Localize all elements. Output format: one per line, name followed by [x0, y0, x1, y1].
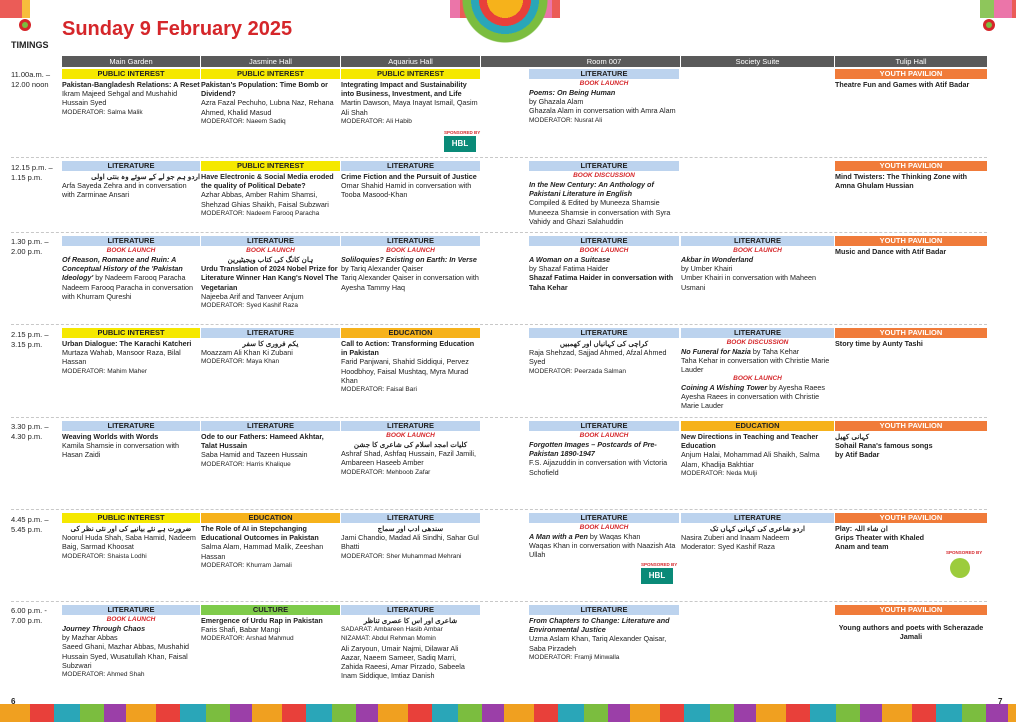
session-moderator: MODERATOR: Khurram Jamali — [201, 561, 292, 569]
category-tag: LITERATURE — [201, 421, 340, 431]
row-divider — [11, 509, 987, 510]
session-cell — [835, 328, 987, 416]
row-divider — [11, 417, 987, 418]
session-moderator: MODERATOR: Arshad Mahmud — [201, 635, 294, 643]
session-cell — [62, 513, 200, 601]
category-tag: LITERATURE — [341, 513, 480, 523]
session-speakers: Taha Kehar in conversation with Christie Marie Lauder — [681, 356, 830, 375]
category-tag: PUBLIC INTEREST — [62, 69, 200, 79]
session-cell — [201, 161, 340, 231]
category-tag: LITERATURE — [529, 236, 679, 246]
session-speakers: Najeeba Arif and Tanveer Anjum — [201, 291, 304, 301]
goethe-institut-logo — [950, 558, 970, 578]
row-divider — [11, 601, 987, 602]
category-tag: LITERATURE — [201, 328, 340, 338]
session-title: Young authors and poets with Scherazade Jamali — [838, 623, 984, 642]
session-moderator: MODERATOR: Sher Muhammad Mehrani — [341, 552, 462, 560]
category-tag: LITERATURE — [681, 236, 834, 246]
book-launch-label: BOOK LAUNCH — [733, 247, 782, 254]
session-author: by Shazaf Fatima Haider — [529, 264, 609, 274]
session-cell — [201, 513, 340, 601]
session-cell — [341, 605, 480, 693]
session-author: by Mazhar Abbas — [62, 633, 118, 643]
session-moderator: MODERATOR: Syed Kashif Raza — [201, 302, 298, 310]
venue-header: Room 007 — [529, 56, 679, 67]
session-moderator: MODERATOR: Maya Khan — [201, 358, 280, 366]
row-divider — [11, 232, 987, 233]
session-speakers: Saba Hamid and Tazeen Hussain — [201, 450, 308, 460]
session-cell — [681, 328, 834, 416]
session-cell — [201, 328, 340, 416]
session-moderator: MODERATOR: Salma Malik — [62, 108, 143, 116]
session-cell — [529, 605, 679, 693]
session-title: Integrating Impact and Sustainability into Business, Investment, and Life — [341, 80, 467, 99]
session-moderator: MODERATOR: Peerzada Salman — [529, 367, 626, 375]
session-title-urdu: یکم فروری کا سفر — [242, 339, 299, 348]
session-moderator: MODERATOR: Ahmed Shah — [62, 671, 145, 679]
category-tag: YOUTH PAVILION — [835, 161, 987, 171]
session-title: A Man with a Pen by Waqas Khan — [529, 532, 641, 541]
book-launch-label: BOOK LAUNCH — [579, 80, 629, 87]
session-cell — [681, 236, 834, 324]
session-cell — [681, 421, 834, 509]
session-speakers: Omar Shahid Hamid in conversation with Tooba Masood-Khan — [341, 181, 472, 200]
session-cell — [62, 161, 200, 231]
session-speakers: Waqas Khan in conversation with Naazish Ata Ullah — [529, 541, 676, 560]
session-title-urdu: ہان کانگ کی کتاب ویجیٹیرین — [227, 255, 314, 264]
session-title-urdu: اردو شاعری کی کہانی کہاں تک — [710, 524, 805, 533]
session-title-urdu: اردو ہم جو لے کے سوئے وہ بنتی اولی — [91, 172, 200, 181]
hbl-logo: HBL — [641, 568, 673, 584]
category-tag: LITERATURE — [681, 328, 834, 338]
session-cell — [201, 605, 340, 693]
session-title-urdu: کراچی کی کہانیاں اور کھمبیں — [559, 339, 649, 348]
sponsor-label: SPONSORED BY — [641, 562, 678, 567]
session-title: Ode to our Fathers: Hameed Akhtar, Talat Hussain — [201, 432, 324, 451]
decorative-bottom-border — [0, 704, 1016, 722]
session-cell — [835, 605, 987, 693]
category-tag: YOUTH PAVILION — [835, 513, 987, 523]
session-speakers: Jami Chandio, Madad Ali Sindhi, Sahar Gul Bhatti — [341, 533, 479, 552]
session-speakers: Murtaza Wahab, Mansoor Raza, Bilal Hassan — [62, 348, 181, 367]
session-moderator: MODERATOR: Naeem Sadiq — [201, 117, 286, 125]
session-moderator: MODERATOR: Framji Minwalla — [529, 653, 620, 661]
session-moderator: MODERATOR: Mehboob Zafar — [341, 468, 431, 476]
session-moderator: MODERATOR: Mahim Maher — [62, 367, 147, 375]
session-speakers: Ali Zaryoun, Umair Najmi, Dilawar Ali Aazar, Naeem Sameer, Sadiq Marri, Zahida Raeesi, Amar Pirzado, Sabeela Inam Siddique, Imtiaz Danish — [341, 643, 465, 681]
session-cell — [341, 513, 480, 601]
category-tag: LITERATURE — [201, 236, 340, 246]
book-launch-label: BOOK LAUNCH — [246, 247, 295, 254]
session-cell — [529, 328, 679, 416]
time-slot: 2.15 p.m. – 3.15 p.m. — [11, 330, 49, 349]
sponsor-label: SPONSORED BY — [946, 550, 983, 555]
session-moderator: MODERATOR: Shaista Lodhi — [62, 552, 147, 560]
session-author: by Tariq Alexander Qaiser — [341, 264, 424, 274]
session-cell — [341, 161, 480, 231]
category-tag: CULTURE — [201, 605, 340, 615]
session-title-urdu: کہانی کھیل — [835, 432, 870, 441]
category-tag: LITERATURE — [529, 69, 679, 79]
category-tag: LITERATURE — [62, 236, 200, 246]
time-slot: 4.45 p.m. – 5.45 p.m. — [11, 515, 49, 534]
session-speakers: Raja Shehzad, Sajjad Ahmed, Afzal Ahmed Syed — [529, 348, 667, 367]
session-cell — [529, 161, 679, 231]
category-tag: YOUTH PAVILION — [835, 605, 987, 615]
session-speakers: Uzma Aslam Khan, Tariq Alexander Qaisar, Saba Pirzadeh — [529, 634, 667, 653]
category-tag: LITERATURE — [62, 605, 200, 615]
session-title: Of Reason, Romance and Ruin: A Conceptual History of the 'Pakistan Ideology' by Nadeem Farooq Paracha — [62, 255, 186, 283]
category-tag: LITERATURE — [529, 161, 679, 171]
session-speakers: F.S. Aijazuddin in conversation with Victoria Schofield — [529, 458, 668, 477]
category-tag: EDUCATION — [201, 513, 340, 523]
session-title: Have Electronic & Social Media eroded the quality of Political Debate? — [201, 172, 334, 191]
session-speakers: Arfa Sayeda Zehra and in conversation with Zarminae Ansari — [62, 181, 187, 200]
session-speakers: Umber Khairi in conversation with Maheen Usmani — [681, 273, 817, 292]
session-title: Poems: On Being Human — [529, 88, 616, 97]
category-tag: LITERATURE — [529, 421, 679, 431]
session-moderator: MODERATOR: Ali Habib — [341, 117, 412, 125]
category-tag: LITERATURE — [341, 161, 480, 171]
session-cell — [529, 513, 679, 601]
decorative-ornament — [450, 0, 560, 45]
category-tag: LITERATURE — [529, 328, 679, 338]
book-launch-label: BOOK LAUNCH — [106, 616, 156, 623]
session-title-urdu: کلیات امجد اسلام کی شاعری کا جشن — [353, 440, 468, 449]
session-speakers: Farid Panjwani, Shahid Siddiqui, Pervez Hoodbhoy, Faisal Mushtaq, Myra Murad Khan — [341, 357, 469, 385]
session-cell — [835, 161, 987, 231]
book-launch-label: BOOK LAUNCH — [386, 432, 435, 439]
venue-header: Society Suite — [681, 56, 834, 67]
session-cell — [201, 236, 340, 324]
session-moderator: MODERATOR: Faisal Bari — [341, 386, 417, 394]
category-tag: YOUTH PAVILION — [835, 69, 987, 79]
session-speakers: Shazaf Fatima Haider in conversation with Taha Kehar — [529, 273, 674, 292]
session-speakers: Azhar Abbas, Amber Rahim Shamsi, Shehzad Ghias Shaikh, Faisal Subzwari — [201, 190, 329, 209]
session-moderator: MODERATOR: Nadeem Farooq Paracha — [201, 209, 320, 217]
category-tag: LITERATURE — [529, 513, 679, 523]
session-title: New Directions in Teaching and Teacher Education — [681, 432, 819, 451]
book-launch-label: BOOK LAUNCH — [579, 247, 629, 254]
session-author: by Ghazala Alam — [529, 97, 584, 107]
category-tag: PUBLIC INTEREST — [341, 69, 480, 79]
session-speakers: Ashraf Shad, Ashfaq Hussain, Fazil Jamili, Ambareen Haseeb Amber — [341, 449, 477, 468]
session-speakers: Nadeem Farooq Paracha in conversation with Khurram Qureshi — [62, 282, 194, 301]
category-tag: PUBLIC INTEREST — [62, 328, 200, 338]
session-author: by Umber Khairi — [681, 264, 733, 274]
session-cell — [529, 236, 679, 324]
session-cell — [62, 236, 200, 324]
category-tag: LITERATURE — [341, 605, 480, 615]
sponsor-label: SPONSORED BY — [444, 130, 481, 135]
book-discussion-label: BOOK DISCUSSION — [726, 339, 789, 346]
time-slot: 11.00a.m. – 12.00 noon — [11, 70, 51, 89]
session-editor: Compiled & Edited by Muneeza Shamsie — [529, 198, 660, 208]
session-speakers: Kamila Shamsie in conversation with Hasan Zaidi — [62, 441, 180, 460]
session-title: Crime Fiction and the Pursuit of Justice — [341, 172, 477, 181]
session-title: In the New Century: An Anthology of Pakistani Literature in English — [529, 180, 654, 199]
session-speakers: Ayesha Raees in conversation with Christie Marie Lauder — [681, 391, 820, 411]
session-cell — [529, 421, 679, 509]
row-divider — [11, 324, 987, 325]
category-tag: YOUTH PAVILION — [835, 236, 987, 246]
session-cell — [681, 513, 834, 601]
session-title: Call to Action: Transforming Education in Pakistan — [341, 339, 475, 358]
session-speakers: Noorul Huda Shah, Saba Hamid, Nadeem Baig, Sarmad Khoosat — [62, 533, 196, 552]
category-tag: PUBLIC INTEREST — [201, 69, 340, 79]
book-launch-label: BOOK LAUNCH — [106, 247, 156, 254]
session-title: No Funeral for Nazia by Taha Kehar — [681, 347, 800, 356]
session-cell — [835, 236, 987, 324]
book-launch-label: BOOK LAUNCH — [733, 374, 782, 382]
time-slot: 12.15 p.m. – 1.15 p.m. — [11, 163, 53, 182]
session-cell — [62, 328, 200, 416]
category-tag: LITERATURE — [529, 605, 679, 615]
session-title: Akbar in Wonderland — [681, 255, 754, 264]
session-title: Music and Dance with Atif Badar — [835, 247, 947, 256]
session-cell — [62, 605, 200, 693]
book-discussion-label: BOOK DISCUSSION — [573, 172, 635, 179]
session-cell — [201, 69, 340, 157]
session-cell — [529, 69, 679, 157]
session-title: Forgotten Images – Postcards of Pre-Pakistan 1890-1947 — [529, 440, 657, 459]
category-tag: LITERATURE — [681, 513, 834, 523]
session-speakers: Muneeza Shamsie in conversation with Syra Vahidy and Ghazi Salahuddin — [529, 207, 671, 226]
session-host: NIZAMAT: Abdul Rehman Momin — [341, 635, 436, 643]
session-moderator: MODERATOR: Harris Khalique — [201, 460, 291, 468]
venue-header: Main Garden — [62, 56, 200, 67]
category-tag: YOUTH PAVILION — [835, 421, 987, 431]
session-speakers: Martin Dawson, Maya Inayat Ismail, Qasim Ali Shah — [341, 98, 478, 117]
session-title: Pakistan-Bangladesh Relations: A Reset — [62, 80, 200, 89]
session-title: From Chapters to Change: Literature and Environmental Justice — [529, 616, 670, 635]
session-title: Mind Twisters: The Thinking Zone with Amna Ghulam Hussian — [835, 172, 968, 191]
time-slot: 1.30 p.m. – 2.00 p.m. — [11, 237, 49, 256]
session-title: Weaving Worlds with Words — [62, 432, 159, 441]
category-tag: PUBLIC INTEREST — [62, 513, 200, 523]
category-tag: LITERATURE — [62, 421, 200, 431]
session-moderator: MODERATOR: Nusrat Ali — [529, 116, 603, 124]
session-title-urdu: Play: ان شاء اللہ — [835, 524, 888, 533]
page-number-left: 6 — [11, 697, 16, 706]
book-launch-label: BOOK LAUNCH — [579, 524, 629, 531]
session-title: Urdu Translation of 2024 Nobel Prize for Literature Winner Han Kang's Novel The Vegetarian — [201, 264, 339, 292]
page-number-right: 7 — [998, 697, 1003, 706]
session-title: Urban Dialogue: The Karachi Katcheri — [62, 339, 192, 348]
session-speakers: Tariq Alexander Qaiser in conversation with Ayesha Tammy Haq — [341, 273, 479, 292]
session-moderator: Moderator: Syed Kashif Raza — [681, 542, 775, 552]
category-tag: LITERATURE — [62, 161, 200, 171]
session-title: Pakistan's Population: Time Bomb or Dividend? — [201, 80, 328, 99]
book-launch-label: BOOK LAUNCH — [579, 432, 629, 439]
venue-header: Aquarius Hall — [341, 56, 480, 67]
time-slot: 3.30 p.m. – 4.30 p.m. — [11, 422, 49, 441]
category-tag: EDUCATION — [681, 421, 834, 431]
time-slot: 6.00 p.m. - 7.00 p.m. — [11, 606, 47, 625]
flower-icon — [14, 14, 36, 36]
page-title: Sunday 9 February 2025 — [62, 18, 293, 40]
session-title: Emergence of Urdu Rap in Pakistan — [201, 616, 323, 625]
session-title: Grips Theater with Khaled Anam and team — [835, 533, 925, 552]
session-title: A Woman on a Suitcase — [529, 255, 611, 264]
session-speakers: Faris Shafi, Babar Mangi — [201, 625, 281, 635]
session-speakers: Azra Fazal Pechuho, Lubna Naz, Rehana Ahmed, Khalid Masud — [201, 98, 334, 117]
session-cell — [341, 421, 480, 509]
session-title: Story time by Aunty Tashi — [835, 339, 923, 348]
session-title: Coining A Wishing Tower by Ayesha Raees — [681, 382, 825, 392]
session-title-urdu: سندھی ادب اور سماج — [377, 524, 444, 533]
category-tag: YOUTH PAVILION — [835, 328, 987, 338]
category-tag: LITERATURE — [341, 421, 480, 431]
category-tag: PUBLIC INTEREST — [201, 161, 340, 171]
session-speakers: Salma Alam, Hammad Malik, Zeeshan Hassan — [201, 542, 324, 561]
session-title: Theatre Fun and Games with Atif Badar — [835, 80, 970, 89]
session-speakers: Ghazala Alam in conversation with Amra Alam — [529, 106, 676, 116]
session-title: Soliloquies? Existing on Earth: In Verse — [341, 255, 477, 264]
session-speakers: Anjum Halai, Mohammad Ali Shaikh, Salma Alam, Khadija Bakhtiar — [681, 450, 820, 469]
session-cell — [62, 421, 200, 509]
session-speakers: Moazzam Ali Khan Ki Zubani — [201, 348, 293, 358]
row-divider — [11, 157, 987, 158]
session-title: Journey Through Chaos — [62, 624, 146, 633]
session-cell — [201, 421, 340, 509]
session-cell — [835, 421, 987, 509]
session-cell — [62, 69, 200, 157]
session-president: SADARAT: Ambareen Hasib Ambar — [341, 626, 443, 634]
session-cell — [835, 69, 987, 157]
session-cell — [341, 328, 480, 416]
session-speakers: Ikram Majeed Sehgal and Mushahid Hussain Syed — [62, 89, 178, 108]
session-cell — [341, 236, 480, 324]
session-moderator: MODERATOR: Neda Mulji — [681, 469, 757, 477]
timings-label: TIMINGS — [11, 40, 49, 50]
session-title: The Role of AI in Stepchanging Educational Outcomes in Pakistan — [201, 524, 319, 543]
venue-header: Tulip Hall — [835, 56, 987, 67]
hbl-logo: HBL — [444, 136, 476, 152]
category-tag: EDUCATION — [341, 328, 480, 338]
flower-icon — [978, 14, 1000, 36]
category-tag: LITERATURE — [341, 236, 480, 246]
book-launch-label: BOOK LAUNCH — [386, 247, 435, 254]
venue-header: Jasmine Hall — [201, 56, 340, 67]
session-title: Sohail Rana's famous songs — [835, 441, 933, 451]
session-title-urdu: شاعری اور اس کا عصری تناظر — [363, 616, 458, 625]
session-title-urdu: ضرورت ہے نئے بیانیے کی اور نئی نظر کی — [70, 524, 192, 533]
session-speakers: Saeed Ghani, Mazhar Abbas, Mushahid Hussain Syed, Wusatullah Khan, Faisal Subzwari — [62, 642, 190, 670]
session-speakers: Nasira Zuberi and Inaam Nadeem — [681, 533, 790, 543]
session-author: by Atif Badar — [835, 450, 880, 460]
session-cell — [835, 513, 987, 601]
